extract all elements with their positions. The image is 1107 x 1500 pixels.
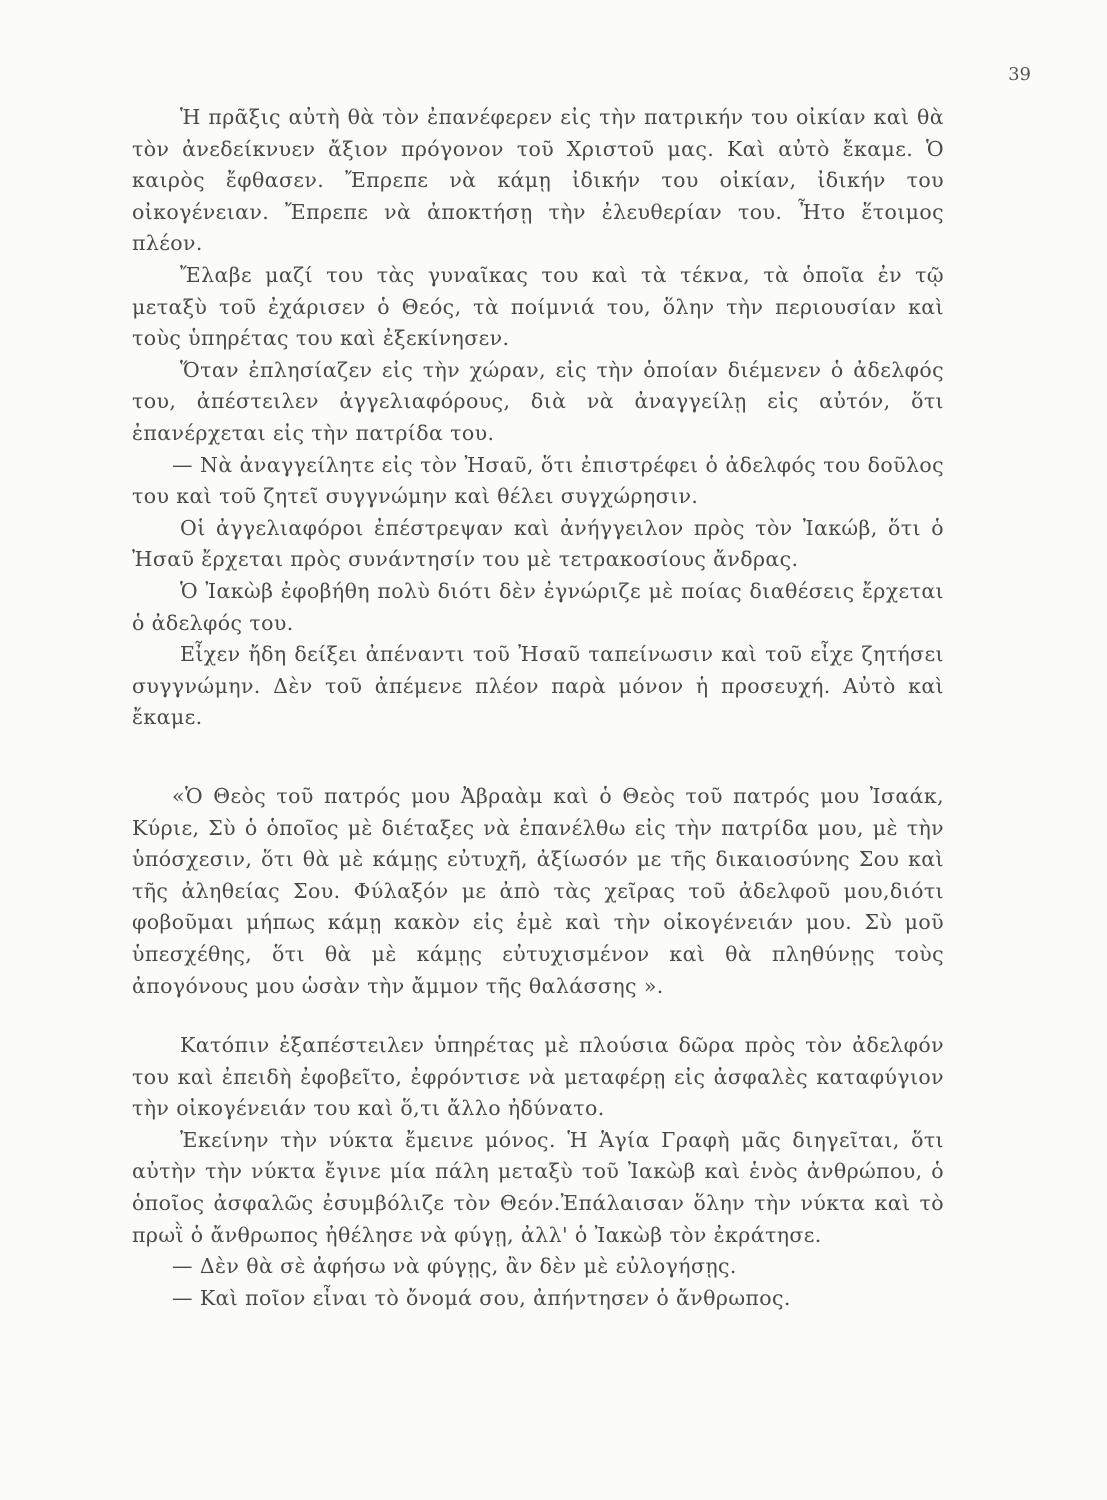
paragraph: Κατόπιν ἐξαπέστειλεν ὑπηρέτας μὲ πλούσια δῶρα πρὸς τὸν ἀδελφόν του καὶ ἐπειδὴ ἐφοβεῖτο, ἐφρόντισε νὰ μεταφέρῃ εἰς ἀσφαλὲς καταφύγιον τὴν οἰκογένειάν του καὶ ὅ,τι ἄλλο ἠδύνατο. — [132, 1033, 944, 1121]
dialogue-line: — Καὶ ποῖον εἶναι τὸ ὄνομά σου, ἀπήντησεν ὁ ἄνθρωπος. — [172, 1285, 791, 1310]
narrative-block-2 — [132, 1030, 944, 1314]
paragraph: Ἡ πρᾶξις αὐτὴ θὰ τὸν ἐπανέφερεν εἰς τὴν πατρικήν του οἰκίαν καὶ θὰ τὸν ἀνεδείκνυεν ἄξιον πρόγονον τοῦ Χριστοῦ μας. Καὶ αὐτὸ ἔκαμε. Ὁ καιρὸς ἔφθασεν. Ἔπρεπε νὰ κάμῃ ἰδικήν του οἰκίαν, ἰδικήν του οἰκογένειαν. Ἔπρεπε νὰ ἀποκτήσῃ τὴν ἐλευθερίαν του. Ἦτο ἕτοιμος πλέον. — [132, 105, 944, 256]
prayer-quote: «Ὁ Θεὸς τοῦ πατρός μου Ἀβραὰμ καὶ ὁ Θεὸς τοῦ πατρός μου Ἰσαάκ, Κύριε, Σὺ ὁ ὁποῖος μὲ διέταξες νὰ ἐπανέλθω εἰς τὴν πατρίδα μου, μὲ τὴν ὑπόσχεσιν, ὅτι θὰ μὲ κάμῃς εὐτυχῆ, ἀξίωσόν με τῆς δικαιοσύνης Σου καὶ τῆς ἀληθείας Σου. Φύλαξόν με ἀπὸ τὰς χεῖρας τοῦ ἀδελφοῦ μου,διότι φοβοῦμαι μήπως κάμῃ κακὸν εἰς ἐμὲ καὶ τὴν οἰκογένειάν μου. Σὺ μοῦ ὑπεσχέθης, ὅτι θὰ μὲ κάμῃς εὐτυχισμένον καὶ θὰ πληθύνῃς τοὺς ἀπογόνους μου ὡσὰν τὴν ἄμμον τῆς θαλάσσης ». — [132, 784, 944, 998]
dialogue-line: — Δὲν θὰ σὲ ἀφήσω νὰ φύγῃς, ἂν δὲν μὲ εὐλογήσῃς. — [172, 1254, 737, 1279]
paragraph: Ὁ Ἰακὼβ ἐφοβήθη πολὺ διότι δὲν ἐγνώριζε μὲ ποίας διαθέσεις ἔρχεται ὁ ἀδελφός του. — [132, 578, 944, 635]
prayer-block — [132, 781, 944, 1002]
paragraph: Εἶχεν ἤδη δείξει ἀπέναντι τοῦ Ἠσαῦ ταπείνωσιν καὶ τοῦ εἶχε ζητήσει συγγνώμην. Δὲν τοῦ ἀπέμενε πλέον παρὰ μόνον ἡ προσευχή. Αὐτὸ καὶ ἔκαμε. — [132, 642, 944, 730]
paragraph: Οἱ ἀγγελιαφόροι ἐπέστρεψαν καὶ ἀνήγγειλον πρὸς τὸν Ἰακώβ, ὅτι ὁ Ἠσαῦ ἔρχεται πρὸς συνάντησίν του μὲ τετρακοσίους ἄνδρας. — [132, 515, 944, 572]
paragraph: Ὅταν ἐπλησίαζεν εἰς τὴν χώραν, εἰς τὴν ὁποίαν διέμενεν ὁ ἀδελφός του, ἀπέστειλεν ἀγγελιαφόρους, διὰ νὰ ἀναγγείλῃ εἰς αὐτόν, ὅτι ἐπανέρχεται εἰς τὴν πατρίδα του. — [132, 357, 944, 445]
dialogue-line: — Νὰ ἀναγγείλητε εἰς τὸν Ἠσαῦ, ὅτι ἐπιστρέφει ὁ ἀδελφός του δοῦλος του καὶ τοῦ ζητεῖ συγγνώμην καὶ θέλει συγχώρησιν. — [132, 452, 944, 509]
narrative-block-1 — [132, 102, 944, 734]
paragraph: Ἔλαβε μαζί του τὰς γυναῖκας του καὶ τὰ τέκνα, τὰ ὁποῖα ἐν τῷ μεταξὺ τοῦ ἐχάρισεν ὁ Θεός, τὰ ποίμνιά του, ὅλην τὴν περιουσίαν καὶ τοὺς ὑπηρέτας του καὶ ἐξεκίνησεν. — [132, 262, 944, 351]
paragraph: Ἐκείνην τὴν νύκτα ἔμεινε μόνος. Ἡ Ἁγία Γραφὴ μᾶς διηγεῖται, ὅτι αὐτὴν τὴν νύκτα ἔγινε μία πάλη μεταξὺ τοῦ Ἰακὼβ καὶ ἑνὸς ἀνθρώπου, ὁ ὁποῖος ἀσφαλῶς ἐσυμβόλιζε τὸν Θεόν.Ἐπάλαισαν ὅλην τὴν νύκτα καὶ τὸ πρωῒ ὁ ἄνθρωπος ἠθέλησε νὰ φύγῃ, ἀλλ' ὁ Ἰακὼβ τὸν ἐκράτησε. — [132, 1127, 944, 1247]
page-number: 39 — [1008, 64, 1031, 85]
